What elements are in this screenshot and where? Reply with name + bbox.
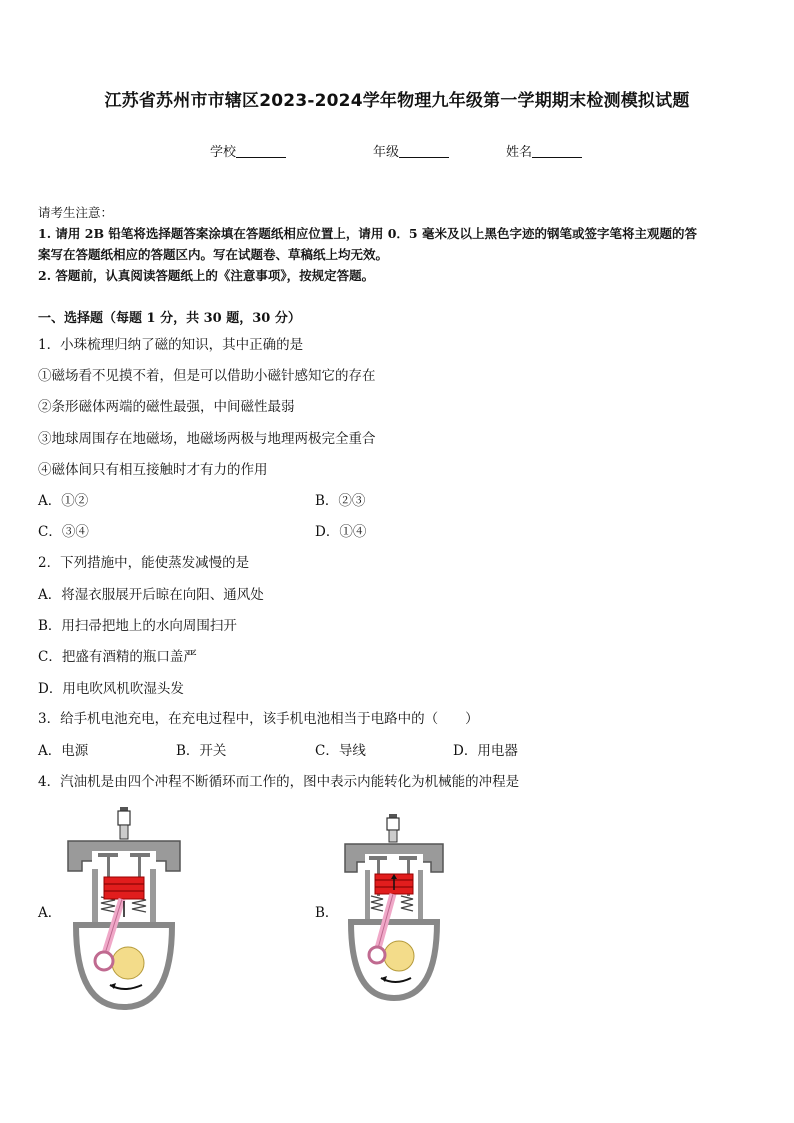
question-1-statement: ④磁体间只有相互接触时才有力的作用 (38, 462, 268, 478)
question-1-option-d[interactable]: D．①④ (315, 524, 367, 540)
question-2-option-c[interactable]: C．把盛有酒精的瓶口盖严 (38, 649, 197, 665)
question-2-stem: 2．下列措施中，能使蒸发减慢的是 (38, 555, 250, 571)
engine-cylinder-icon (62, 805, 186, 1010)
notice-line-2: 案写在答题纸相应的答题区内。写在试题卷、草稿纸上均无效。 (38, 247, 389, 262)
page-title: 江苏省苏州市市辖区2023-2024学年物理九年级第一学期期末检测模拟试题 (104, 91, 690, 111)
notice-heading: 请考生注意： (38, 205, 114, 220)
engine-cylinder-icon (339, 812, 449, 1002)
question-4-stem: 4．汽油机是由四个冲程不断循环而工作的，图中表示内能转化为机械能的冲程是 (38, 774, 520, 790)
school-blank[interactable] (236, 144, 286, 158)
question-1-statement: ③地球周围存在地磁场，地磁场两极与地理两极完全重合 (38, 431, 376, 447)
question-1-stem: 1．小珠梳理归纳了磁的知识，其中正确的是 (38, 337, 304, 353)
question-4-option-a[interactable]: A． (38, 905, 62, 921)
grade-field[interactable] (373, 141, 449, 160)
school-label: 学校 (210, 145, 237, 160)
question-3-option-b[interactable]: B．开关 (176, 743, 227, 759)
question-2-option-d[interactable]: D．用电吹风机吹湿头发 (38, 681, 184, 697)
question-3-option-c[interactable]: C．导线 (315, 743, 366, 759)
notice-line-3: 2. 答题前，认真阅读答题纸上的《注意事项》，按规定答题。 (38, 268, 375, 283)
question-3-option-a[interactable]: A．电源 (38, 743, 89, 759)
school-field[interactable] (210, 141, 286, 160)
question-1-option-a[interactable]: A．①② (38, 493, 89, 509)
name-label: 姓名 (506, 145, 533, 160)
question-1-option-c[interactable]: C．③④ (38, 524, 89, 540)
question-2-option-b[interactable]: B．用扫帚把地上的水向周围扫开 (38, 618, 237, 634)
section-heading: 一、选择题（每题 1 分，共 30 题，30 分） (38, 311, 301, 326)
grade-label: 年级 (373, 145, 400, 160)
name-field[interactable] (506, 141, 582, 160)
question-1-option-b[interactable]: B．②③ (315, 493, 366, 509)
question-4-option-b[interactable]: B． (315, 905, 339, 921)
notice-line-1: 1. 请用 2B 铅笔将选择题答案涂填在答题纸相应位置上，请用 0．5 毫米及以上黑色字迹的钢笔或签字笔将主观题的答 (38, 226, 697, 241)
question-1-statement: ②条形磁体两端的磁性最强，中间磁性最弱 (38, 399, 295, 415)
question-2-option-a[interactable]: A．将湿衣服展开后晾在向阳、通风处 (38, 587, 264, 603)
question-3-option-d[interactable]: D．用电器 (453, 743, 518, 759)
grade-blank[interactable] (399, 144, 449, 158)
question-1-statement: ①磁场看不见摸不着，但是可以借助小磁针感知它的存在 (38, 368, 376, 384)
name-blank[interactable] (532, 144, 582, 158)
question-3-stem: 3．给手机电池充电，在充电过程中，该手机电池相当于电路中的（ ） (38, 711, 479, 727)
